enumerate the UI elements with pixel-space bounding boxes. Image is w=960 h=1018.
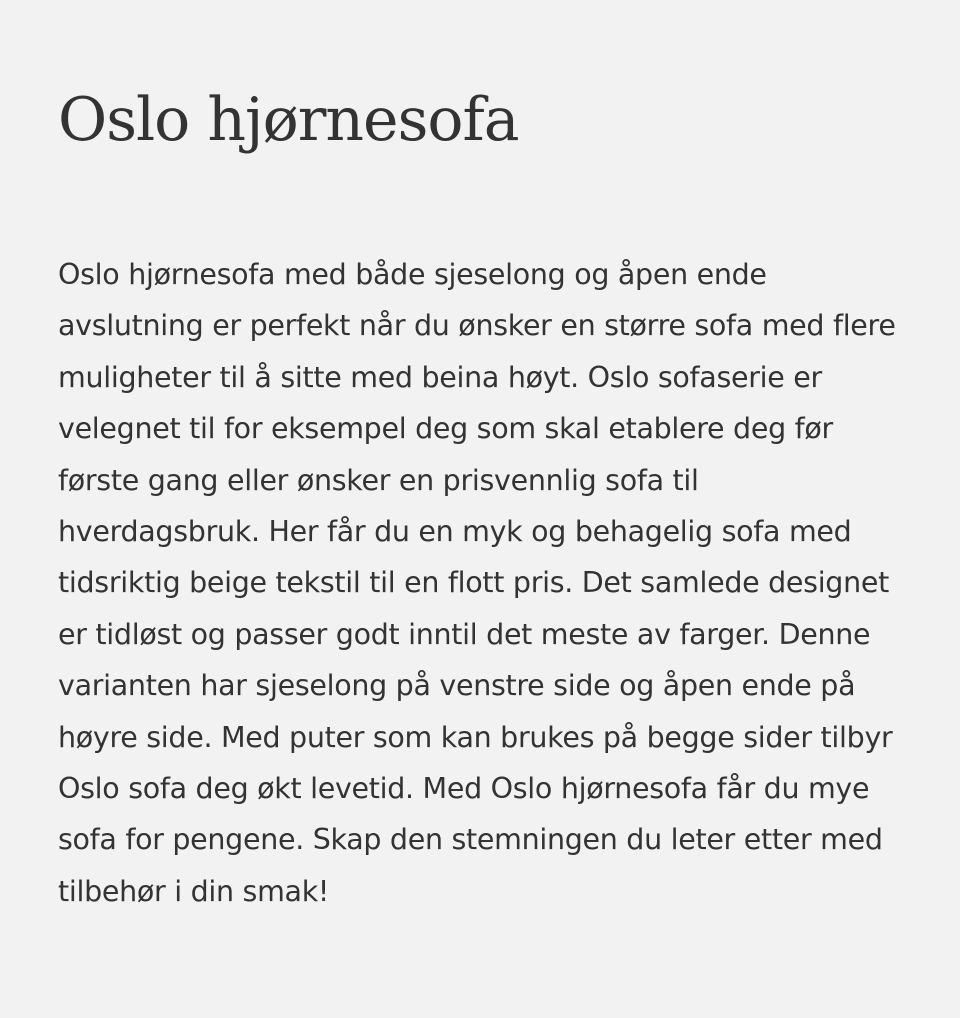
product-title: Oslo hjørnesofa: [58, 85, 519, 155]
product-description: Oslo hjørnesofa med både sjeselong og åpen ende avslutning er perfekt når du ønsker en større sofa med flere muligheter til å sitte med beina høyt. Oslo sofaserie er velegnet til for eksempel deg som skal etablere deg før første gang eller ønsker en prisvennlig sofa til hverdagsbruk. Her får du en myk og behagelig sofa med tidsriktig beige tekstil til en flott pris. Det samlede designet er tidløst og passer godt inntil det meste av farger. Denne varianten har sjeselong på venstre side og åpen ende på høyre side. Med puter som kan brukes på begge sider tilbyr Oslo sofa deg økt levetid. Med Oslo hjørnesofa får du mye sofa for pengene. Skap den stemningen du leter etter med tilbehør i din smak!: [58, 258, 896, 908]
